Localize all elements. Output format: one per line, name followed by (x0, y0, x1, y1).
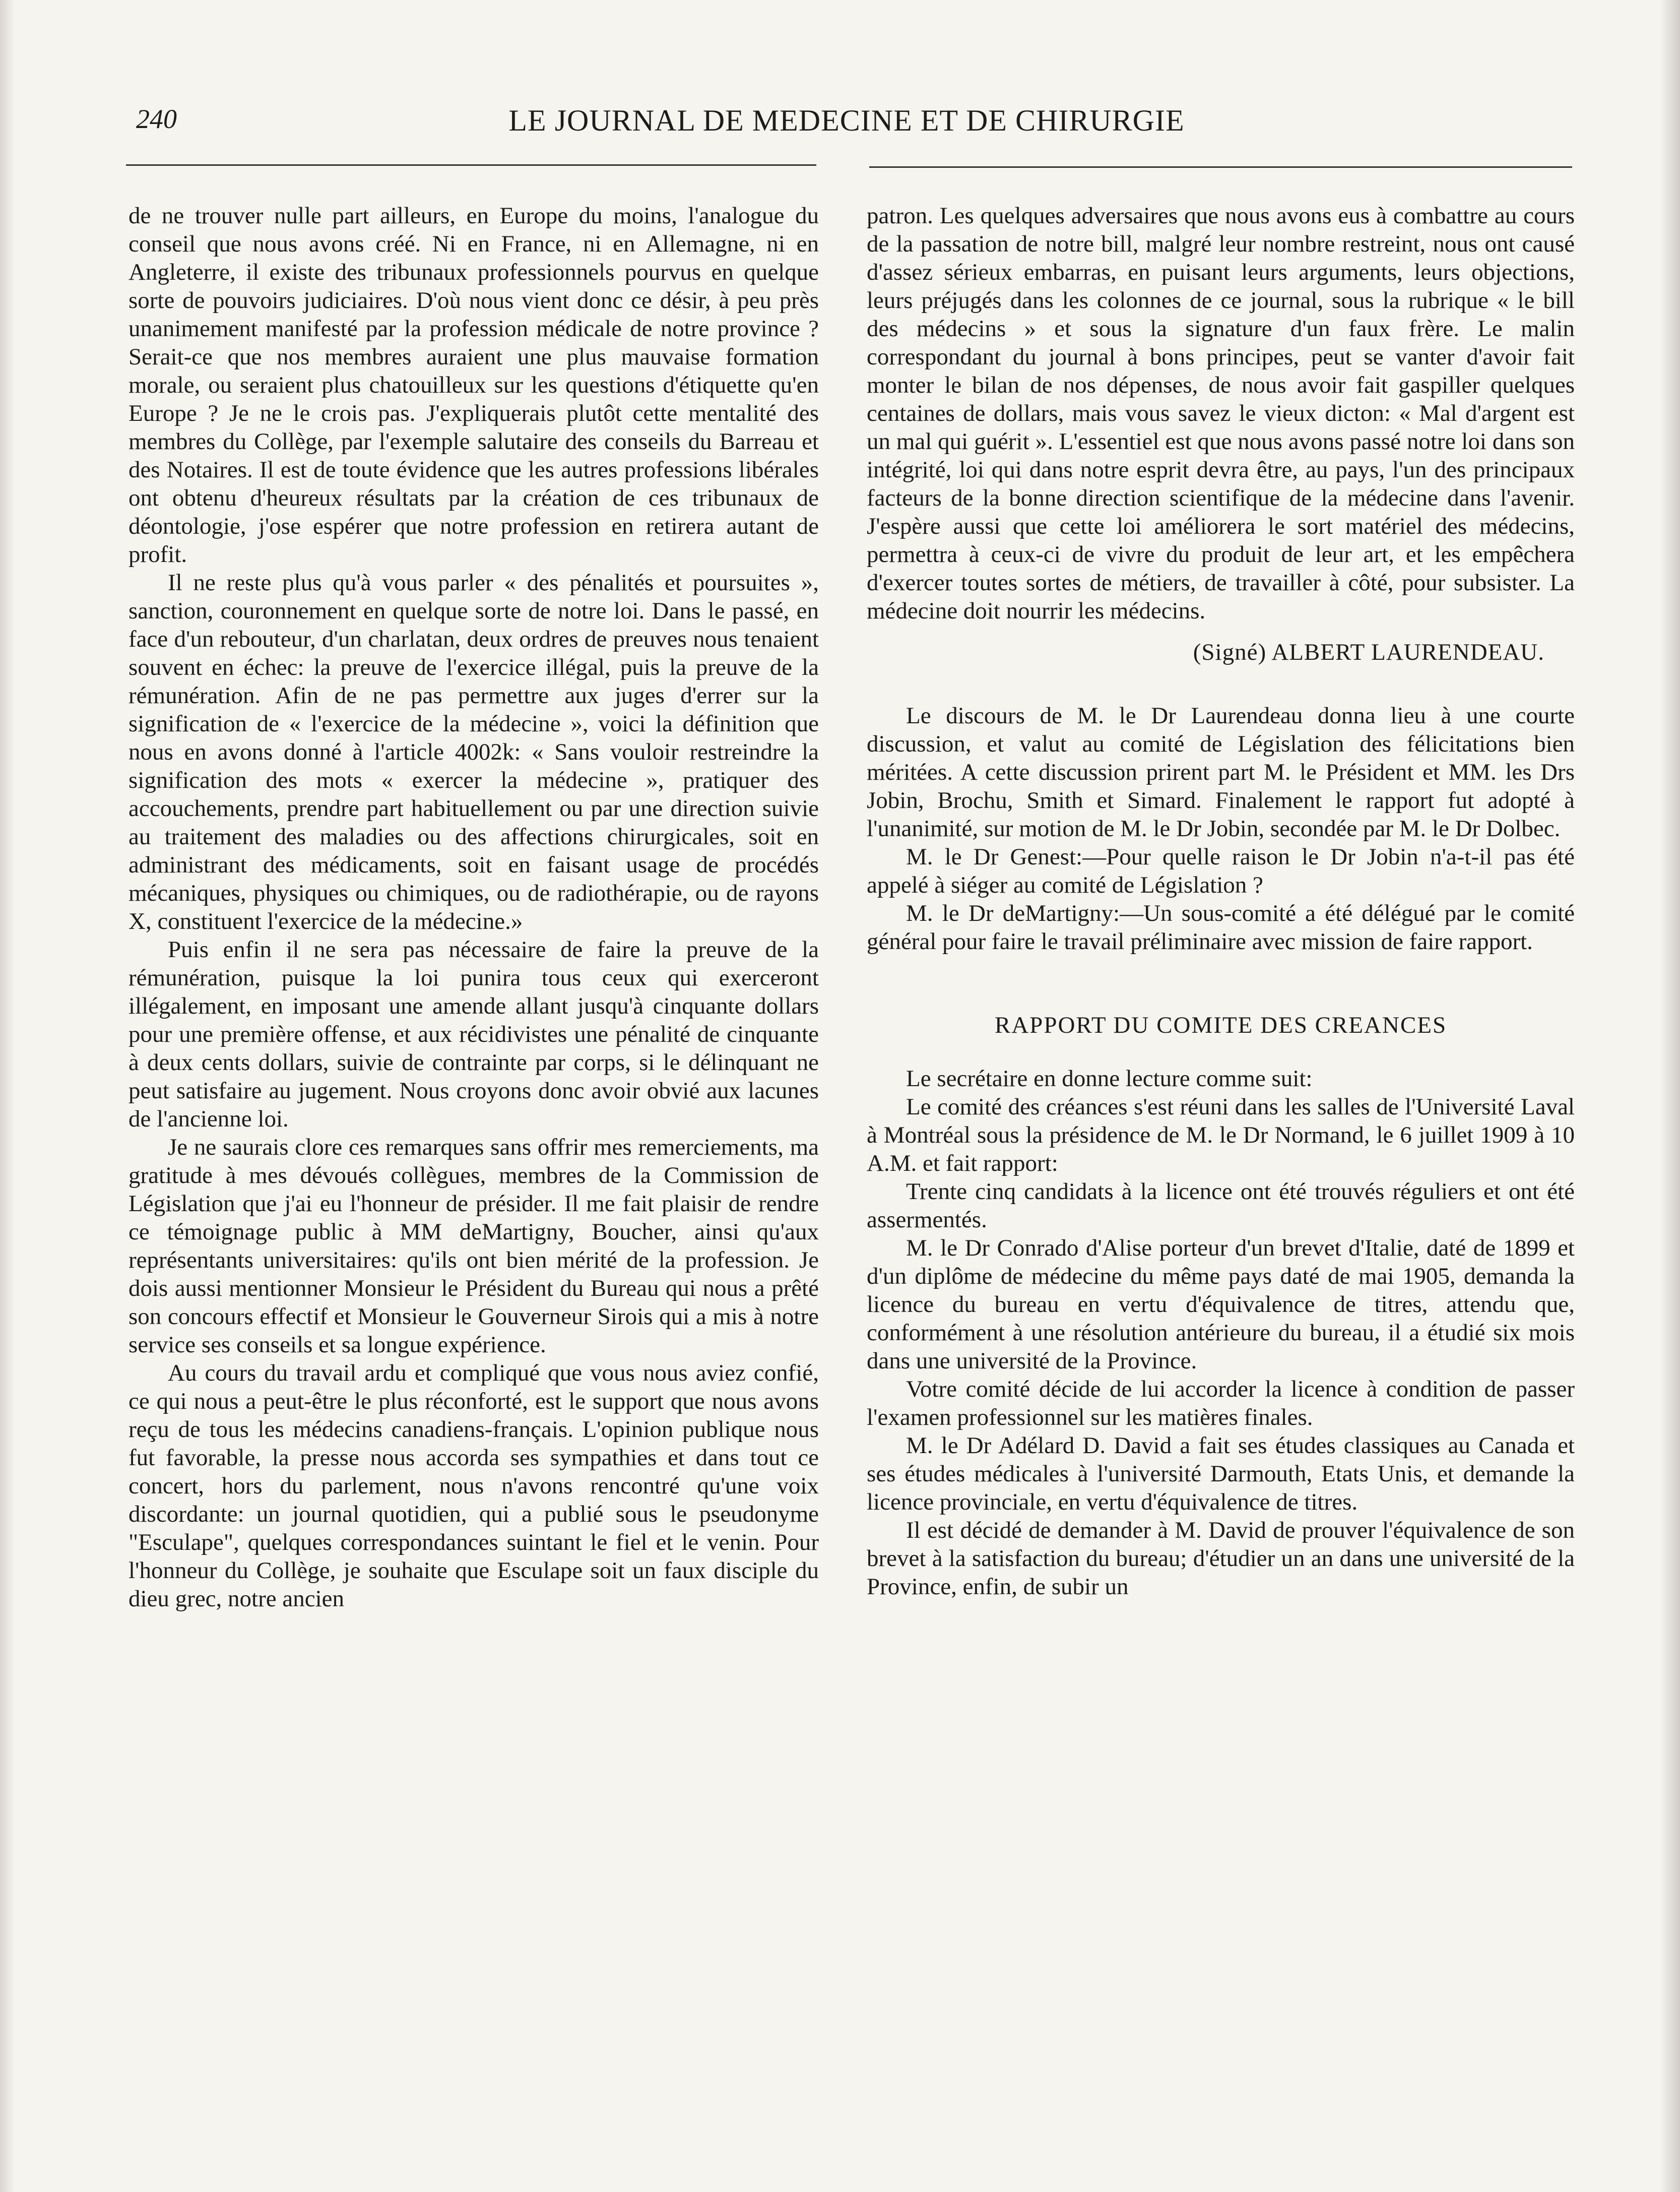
journal-title: LE JOURNAL DE MEDECINE ET DE CHIRURGIE (508, 104, 1185, 137)
paragraph: Je ne saurais clore ces remarques sans offrir mes remerciements, ma gratitude à mes dévoués collègues, membres de la Commission de Législation que j'ai eu l'honneur de présider. Il me fait plaisir de rendre ce témoignage public à MM deMartigny, Boucher, ainsi qu'aux représentants universitaires: qu'ils ont bien mérité de la profession. Je dois aussi mentionner Monsieur le Président du Bureau qui nous a prêté son concours effectif et Monsieur le Gouverneur Sirois qui a mis à notre service ses conseils et sa longue expérience. (128, 1134, 819, 1358)
paragraph: M. le Dr deMartigny:—Un sous-comité a été délégué par le comité général pour faire le travail préliminaire avec mission de faire rapport. (867, 900, 1575, 955)
right-column (867, 202, 1575, 2117)
header-rule-right (869, 166, 1572, 168)
page-header (116, 98, 1577, 154)
paragraph: Le comité des créances s'est réuni dans les salles de l'Université Laval à Montréal sous la présidence de M. le Dr Normand, le 6 juillet 1909 à 10 A.M. et fait rapport: (867, 1094, 1575, 1176)
paragraph: Le secrétaire en donne lecture comme suit: (906, 1066, 1313, 1092)
section-heading: RAPPORT DU COMITE DES CREANCES (994, 1012, 1447, 1038)
paragraph: M. le Dr Genest:—Pour quelle raison le Dr Jobin n'a-t-il pas été appelé à siéger au comité de Législation ? (867, 844, 1575, 898)
page-right-shadow (1660, 0, 1680, 2192)
page-left-shadow (0, 0, 15, 2192)
paragraph: Il est décidé de demander à M. David de prouver l'équivalence de son brevet à la satisfaction du bureau; d'étudier un an dans une université de la Province, enfin, de subir un (867, 1517, 1575, 1600)
paragraph: patron. Les quelques adversaires que nous avons eus à combattre au cours de la passation de notre bill, malgré leur nombre restreint, nous ont causé d'assez sérieux embarras, en puisant leurs arguments, leurs objections, leurs préjugés dans les colonnes de ce journal, sous la rubrique « le bill des médecins » et sous la signature d'un faux frère. Le malin correspondant du journal à bons principes, peut se vanter d'avoir fait monter le bilan de nos dépenses, de nous avoir fait gaspiller quelques centaines de dollars, mais vous savez le vieux dicton: « Mal d'argent est un mal qui guérit ». L'essentiel est que nous avons passé notre loi dans son intégrité, loi qui dans notre esprit devra être, au pays, l'un des principaux facteurs de la bonne direction scientifique de la médecine dans l'avenir. J'espère aussi que cette loi améliorera le sort matériel des médecins, permettra à ceux-ci de vivre du produit de leur art, et les empêchera d'exercer toutes sortes de métiers, de travailler à côté, pour subsister. La médecine doit nourrir les médecins. (867, 203, 1575, 624)
paragraph: M. le Dr Adélard D. David a fait ses études classiques au Canada et ses études médicales à l'université Darmouth, Etats Unis, et demande la licence provinciale, en vertu d'équivalence de titres. (867, 1432, 1575, 1515)
paragraph: Votre comité décide de lui accorder la licence à condition de passer l'examen professionnel sur les matières finales. (867, 1376, 1575, 1430)
paragraph: Au cours du travail ardu et compliqué que vous nous aviez confié, ce qui nous a peut-être le plus réconforté, est le support que nous avons reçu de tous les médecins canadiens-français. L'opinion publique nous fut favorable, la presse nous accorda ses sympathies et dans tout ce concert, hors du parlement, nous n'avons rencontré qu'une voix discordante: un journal quotidien, qui a publié sous le pseudonyme "Esculape", quelques correspondances suintant le fiel et le venin. Pour l'honneur du Collège, je souhaite que Esculape soit un faux disciple du dieu grec, notre ancien (128, 1360, 819, 1612)
paragraph: Puis enfin il ne sera pas nécessaire de faire la preuve de la rémunération, puisque la loi punira tous ceux qui exerceront illégalement, en imposant une amende allant jusqu'à cinquante dollars pour une première offense, et aux récidivistes une pénalité de cinquante à deux cents dollars, suivie de contrainte par corps, si le délinquant ne peut satisfaire au jugement. Nous croyons donc avoir obvié aux lacunes de l'ancienne loi. (128, 936, 819, 1132)
header-rule-left (126, 164, 816, 166)
paragraph: de ne trouver nulle part ailleurs, en Europe du moins, l'analogue du conseil que nous avons créé. Ni en France, ni en Allemagne, ni en Angleterre, il existe des tribunaux professionnels pourvus en quelque sorte de pouvoirs judiciaires. D'où nous vient donc ce désir, à peu près unanimement manifesté par la profession médicale de notre province ? Serait-ce que nos membres auraient une plus mauvaise formation morale, ou seraient plus chatouilleux sur les questions d'étiquette qu'en Europe ? Je ne le crois pas. J'expliquerais plutôt cette mentalité des membres du Collège, par l'exemple salutaire des conseils du Barreau et des Notaires. Il est de toute évidence que les autres professions libérales ont obtenu d'heureux résultats par la création de ces tribunaux de déontologie, j'ose espérer que notre profession en retirera autant de profit. (128, 203, 819, 568)
paragraph: M. le Dr Conrado d'Alise porteur d'un brevet d'Italie, daté de 1899 et d'un diplôme de médecine du même pays daté de mai 1905, demanda la licence du bureau en vertu d'équivalence de titres, attendu que, conformément à une résolution antérieure du bureau, il a étudié six mois dans une université de la Province. (867, 1235, 1575, 1374)
paragraph: Trente cinq candidats à la licence ont été trouvés réguliers et ont été assermentés. (867, 1178, 1575, 1233)
left-column (128, 202, 819, 2117)
page-number: 240 (136, 104, 177, 134)
signature: (Signé) ALBERT LAURENDEAU. (1193, 639, 1544, 665)
paragraph: Le discours de M. le Dr Laurendeau donna lieu à une courte discussion, et valut au comité de Législation des félicitations bien méritées. A cette discussion prirent part M. le Président et MM. les Drs Jobin, Brochu, Smith et Simard. Finalement le rapport fut adopté à l'unanimité, sur motion de M. le Dr Jobin, secondée par M. le Dr Dolbec. (867, 703, 1575, 842)
paragraph: Il ne reste plus qu'à vous parler « des pénalités et poursuites », sanction, couronnement en quelque sorte de notre loi. Dans le passé, en face d'un rebouteur, d'un charlatan, deux ordres de preuves nous tenaient souvent en échec: la preuve de l'exercice illégal, puis la preuve de la rémunération. Afin de ne pas permettre aux juges d'errer sur la signification de « l'exercice de la médecine », voici la définition que nous en avons donné à l'article 4002k: « Sans vouloir restreindre la signification des mots « exercer la médecine », pratiquer des accouchements, prendre part habituellement ou par une direction suivie au traitement des maladies ou des affections chirurgicales, soit en administrant des médicaments, soit en faisant usage de procédés mécaniques, physiques ou chimiques, ou de radiothérapie, ou de rayons X, constituent l'exercice de la médecine.» (128, 570, 819, 934)
